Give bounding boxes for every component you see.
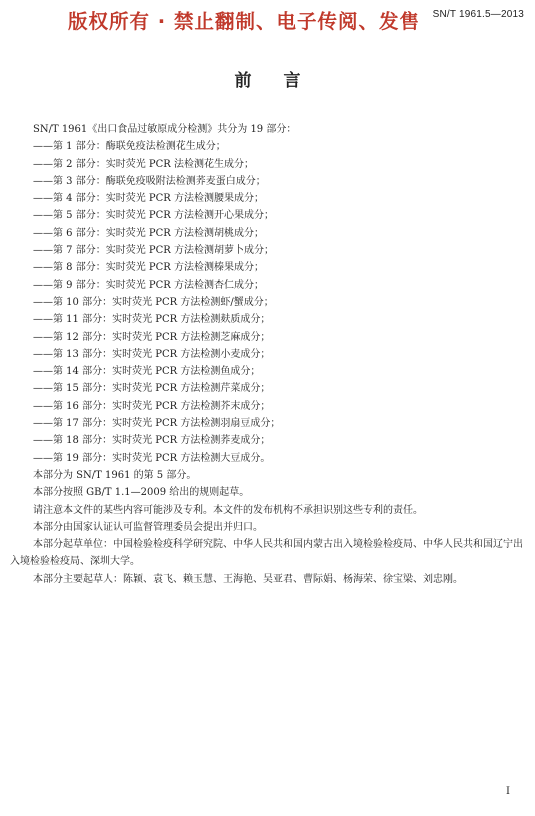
- intro-line: SN/T 1961《出口食品过敏原成分检测》共分为 19 部分：: [33, 124, 297, 135]
- paragraph-part-statement: 本部分为 SN/T 1961 的第 5 部分。: [33, 469, 197, 481]
- list-item: ——第 16 部分：实时荧光 PCR 方法检测芥末成分；: [33, 400, 271, 412]
- list-item: ——第 1 部分：酶联免疫法检测花生成分；: [33, 141, 226, 153]
- list-item: ——第 6 部分：实时荧光 PCR 方法检测胡桃成分；: [33, 227, 264, 239]
- list-item: ——第 2 部分：实时荧光 PCR 法检测花生成分；: [33, 158, 254, 170]
- paragraph-drafting-units: 本部分起草单位：中国检验检疫科学研究院、中华人民共和国内蒙古出入境检验检疫局、中华人民共和国辽宁出入境检验检疫局、深圳大学。: [10, 539, 523, 568]
- list-item: ——第 11 部分：实时荧光 PCR 方法检测麸质成分；: [33, 314, 271, 326]
- paragraph-drafting-rules: 本部分按照 GB/T 1.1—2009 给出的规则起草。: [33, 487, 250, 499]
- list-item: ——第 18 部分：实时荧光 PCR 方法检测荞麦成分；: [33, 435, 271, 447]
- list-item: ——第 8 部分：实时荧光 PCR 方法检测榛果成分；: [33, 262, 264, 274]
- foreword-body: [10, 121, 525, 588]
- paragraph-proposer: 本部分由国家认证认可监督管理委员会提出并归口。: [33, 521, 263, 533]
- page-number: I: [506, 786, 510, 797]
- list-item: ——第 17 部分：实时荧光 PCR 方法检测羽扇豆成分；: [33, 418, 281, 430]
- parts-list: [10, 138, 525, 467]
- list-item: ——第 13 部分：实时荧光 PCR 方法检测小麦成分；: [33, 348, 271, 360]
- list-item: ——第 19 部分：实时荧光 PCR 方法检测大豆成分。: [33, 452, 271, 464]
- page-title: 前言: [234, 71, 333, 91]
- list-item: ——第 7 部分：实时荧光 PCR 方法检测胡萝卜成分；: [33, 245, 274, 257]
- copyright-watermark: 版权所有 · 禁止翻制、电子传阅、发售: [68, 10, 420, 33]
- list-item: ——第 5 部分：实时荧光 PCR 方法检测开心果成分；: [33, 210, 274, 222]
- list-item: ——第 14 部分：实时荧光 PCR 方法检测鱼成分；: [33, 366, 261, 378]
- list-item: ——第 4 部分：实时荧光 PCR 方法检测腰果成分；: [33, 193, 264, 205]
- list-item: ——第 9 部分：实时荧光 PCR 方法检测杏仁成分；: [33, 279, 264, 291]
- list-item: ——第 10 部分：实时荧光 PCR 方法检测虾/蟹成分；: [33, 296, 274, 308]
- list-item: ——第 3 部分：酶联免疫吸附法检测荞麦蛋白成分；: [33, 175, 266, 187]
- list-item: ——第 15 部分：实时荧光 PCR 方法检测芹菜成分；: [33, 383, 271, 395]
- list-item: ——第 12 部分：实时荧光 PCR 方法检测芝麻成分；: [33, 331, 271, 343]
- paragraph-patent-notice: 请注意本文件的某些内容可能涉及专利。本文件的发布机构不承担识别这些专利的责任。: [33, 504, 423, 516]
- standard-number: SN/T 1961.5—2013: [432, 9, 524, 20]
- paragraph-drafters: 本部分主要起草人：陈颖、袁飞、赖玉慧、王海艳、吴亚君、曹际娟、杨海荣、徐宝梁、刘忠刚。: [33, 573, 463, 585]
